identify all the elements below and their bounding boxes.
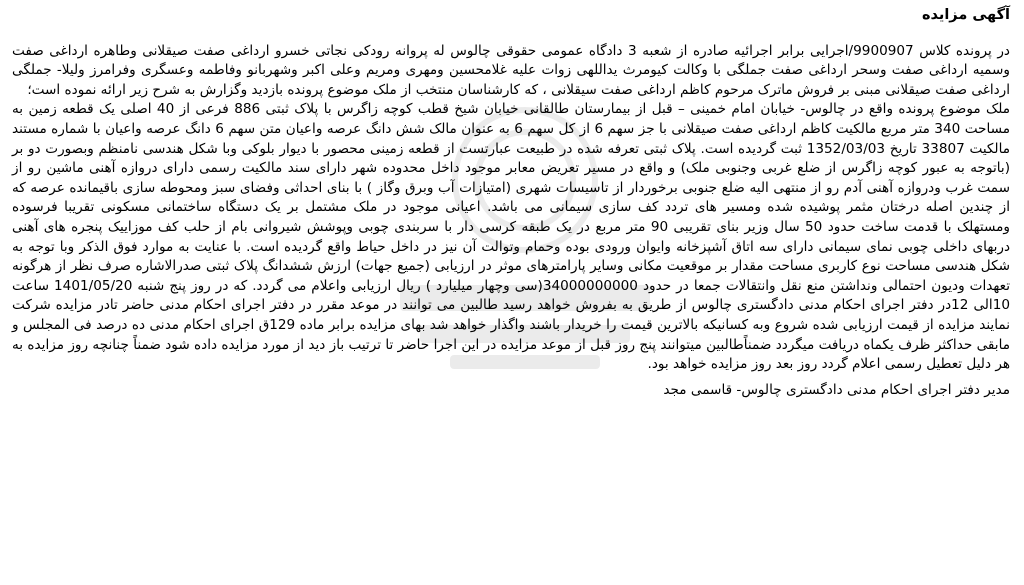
notice-title: آگهی مزایده — [921, 7, 1010, 23]
auction-notice — [12, 6, 1010, 400]
property-description-paragraph: ملک موضوع پرونده واقع در چالوس- خیابان امام خمینی – قبل از بیمارستان طالقانی خیابان شیخ قطب کوچه زاگرس با پلاک ثبتی 886 فرعی از 40 اصلی یک قطعه زمین به مساحت 340 متر مربع مالکیت کاظم ارداغی صفت صیقلانی با جز سهم 6 از کل سهم 6 به عنوان مالک شش دانگ عرصه واعیان متن سهم 6 دانگ عرصه واعیان با شماره مستند مالکیت 33807 تاریخ 1352/03/03 ثبت گردیده است. پلاک ثبتی تعرفه شده در طبیعت عبارتست از قطعه زمینی محصور با دیوار بلوکی وبا شکل هندسی نامنظم وبصورت دو بر (باتوجه به عبور کوچه زاگرس از ضلع غربی وجنوبی ملک) و واقع در مسیر تعریض معابر موجود داخل محدوده شهر دارای سند مالکیت رسمی دارای دروازه آهنی ماشین رو از سمت غرب ودروازه آهنی آدم رو از منتهی الیه ضلع جنوبی برخوردار از تاسیسات شهری (امتیازات آب وبرق وگاز ) با بنای احداثی وفضای سبز ومحوطه سازی باقیمانده عرصه که از چندین اصله درختان مثمر پوشیده شده ومسیر های تردد کف سازی سیمانی می باشد. اعیانی موجود در ملک مشتمل بر یک دستگاه ساختمانی مسکونی تقریبا فرسوده ومستهلک با قدمت ساخت حدود 50 سال وزیر بنای تقریبی 90 متر مربع در یک طبقه کرسی دار با سربندی چوبی وپوشش شیروانی بام از حلب کف موزاییک پنجره های آهنی دربهای داخلی چوبی نمای سیمانی دارای سه اتاق آشپزخانه وایوان ورودی بوده وحمام وتوالت آن نیز در داخل حیاط واقع گردیده است. با عنایت به موارد فوق الذکر وبا توجه به شکل هندسی مساحت نوع کاربری مساحت مقدار بر موقعیت مکانی وسایر پارامترهای موثر در ارزیابی (جمیع جهات) ارزش ششدانگ پلاک ثبتی صدرالاشاره صرف نظر از هرگونه تعهدات ودیون احتمالی ونداشتن منع نقل وانتقالات جمعا در حدود 34000000000(سی وچهار میلیارد ) ریال ارزیابی واعلام می گردد. که در روز پنج شنبه 1401/05/20 ساعت 10الی 12در دفتر اجرای احکام مدنی دادگستری چالوس از طریق به بفروش خواهد رسید طالبین می توانند در موعد مقرر در دفتر اجرای احکام مدنی حاضر تادر مزایده شرکت نمایند مزایده از قیمت ارزیابی شده شروع وبه کسانیکه بالاترین قیمت را خریدار باشند واگذار خواهد شد بهای مزایده برابر ماده 129ق اجرای احکام مدنی ده درصد فی المجلس و مابقی حداکثر ظرف یکماه دریافت میگردد ضمناًطالبین میتوانند پنج روز قبل از موعد مزایده در این اجرا حاضر تا ترتیب باز دید از مورد مزایده داده شود ضمناً چنانچه روز مزایده به هر دلیل تعطیل رسمی اعلام گردد روز بعد روز مزایده خواهد بود. — [12, 101, 1011, 373]
case-paragraph: در پرونده کلاس 9900907/اجرایی برابر اجرائیه صادره از شعبه 3 دادگاه عمومی حقوقی چالوس له پروانه رودکی نجاتی خسرو ارداغی صفت صیقلانی وطاهره ارداغی صفت وسمیه ارداغی صفت وسحر ارداغی صفت جملگی با وکالت کیومرث یداللهی زوات علیه غلامحسین ومهری ومریم وعلی اکبر وشهربانو وفاطمه وعسگری وفرامرز ولیلا- جملگی ارداغی صفت صیقلانی مبنی بر فروش ماترک مرحوم کاظم ارداغی صفت سیقلانی ، که کارشناسان منتخب از ملک موضوع پرونده بازدید وگزارش به شرح زیر ارائه نموده است؛ — [12, 42, 1010, 98]
signature-line: مدیر دفتر اجرای احکام مدنی دادگستری چالوس- قاسمی مجد — [663, 381, 1010, 398]
